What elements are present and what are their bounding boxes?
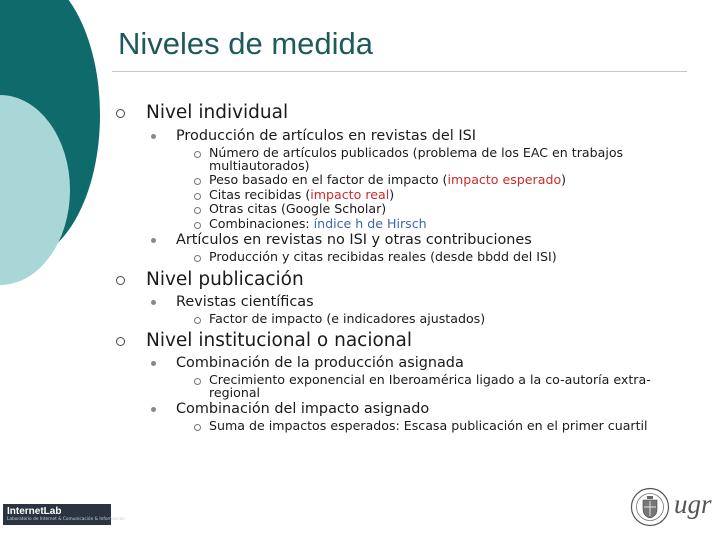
- sub-item: [110, 249, 690, 264]
- decorative-background: [0, 0, 110, 540]
- sub-item-text: Producción y citas recibidas reales (desde bbdd del ISI): [209, 249, 557, 264]
- item-text: Combinación del impacto asignado: [176, 401, 430, 417]
- highlight-indice-h: índice h de Hirsch: [313, 215, 427, 231]
- hollow-circle-bullet-icon: [194, 178, 201, 185]
- sub-item-text: Factor de impacto (e indicadores ajustados): [209, 310, 486, 326]
- sub-item-text-end: ): [561, 172, 567, 187]
- sub-item: [110, 372, 690, 399]
- sub-item: [110, 187, 690, 202]
- dot-bullet-icon: [151, 238, 156, 243]
- sub-item-text: Número de artículos publicados (problema de los EAC en trabajos multiautorados): [209, 145, 624, 173]
- internetlab-logo: [3, 504, 125, 525]
- hollow-circle-bullet-icon: [116, 337, 125, 346]
- hollow-circle-bullet-icon: [116, 276, 125, 285]
- hollow-circle-bullet-icon: [194, 255, 201, 262]
- sub-item: [110, 216, 690, 231]
- ugr-logo: [630, 487, 710, 532]
- sub-item: [110, 311, 690, 326]
- hollow-circle-bullet-icon: [194, 222, 201, 229]
- title-divider: [112, 71, 687, 72]
- highlight-impacto-esperado: impacto esperado: [447, 172, 562, 187]
- hollow-circle-bullet-icon: [194, 151, 201, 158]
- sub-item-text: Combinaciones:: [209, 215, 314, 231]
- sub-item: [110, 172, 690, 187]
- section-label: Nivel individual: [146, 102, 289, 123]
- item-text: Artículos en revistas no ISI y otras contribuciones: [176, 232, 532, 248]
- section-label: Nivel publicación: [146, 268, 304, 290]
- slide-content: [110, 101, 690, 433]
- dot-bullet-icon: [151, 361, 156, 366]
- slide-title: Niveles de medida: [118, 26, 374, 61]
- internetlab-logo-name: InternetLab: [7, 506, 62, 517]
- section-nivel-institucional: [110, 329, 690, 353]
- list-item: [110, 231, 690, 249]
- hollow-circle-bullet-icon: [116, 109, 125, 118]
- item-text: Producción de artículos en revistas del ISI: [176, 128, 476, 144]
- sub-item-text: Otras citas (Google Scholar): [209, 201, 387, 216]
- list-item: [110, 400, 690, 418]
- sub-item-text: Crecimiento exponencial en Iberoamérica ligado a la co-autoría extra-regional: [209, 372, 651, 400]
- hollow-circle-bullet-icon: [194, 193, 201, 200]
- highlight-impacto-real: impacto real: [310, 186, 390, 202]
- ugr-wordmark: ugr: [674, 489, 712, 519]
- section-nivel-individual: [110, 101, 690, 125]
- list-item: [110, 354, 690, 372]
- sub-item-text: Suma de impactos esperados: Escasa publicación en el primer cuartil: [209, 418, 648, 433]
- dot-bullet-icon: [151, 134, 156, 139]
- hollow-circle-bullet-icon: [194, 378, 201, 385]
- sub-item-text: Peso basado en el factor de impacto (: [209, 172, 448, 187]
- dot-bullet-icon: [151, 300, 156, 305]
- university-seal-icon: [630, 487, 670, 527]
- hollow-circle-bullet-icon: [194, 207, 201, 214]
- sub-item: [110, 418, 690, 433]
- list-item: [110, 127, 690, 145]
- item-text: Combinación de la producción asignada: [176, 355, 464, 371]
- sub-item-text: Citas recibidas (: [209, 186, 311, 202]
- section-nivel-publicacion: [110, 268, 690, 292]
- list-item: [110, 293, 690, 311]
- hollow-circle-bullet-icon: [194, 424, 201, 431]
- item-text: Revistas científicas: [176, 293, 314, 310]
- dot-bullet-icon: [151, 407, 156, 412]
- section-label: Nivel institucional o nacional: [146, 330, 413, 351]
- sub-item-text-end: ): [389, 186, 395, 202]
- sub-item: [110, 201, 690, 216]
- hollow-circle-bullet-icon: [194, 317, 201, 324]
- sub-item: [110, 145, 690, 172]
- internetlab-logo-tagline: Laboratorio de Internet & Comunicación & Información: [7, 517, 125, 522]
